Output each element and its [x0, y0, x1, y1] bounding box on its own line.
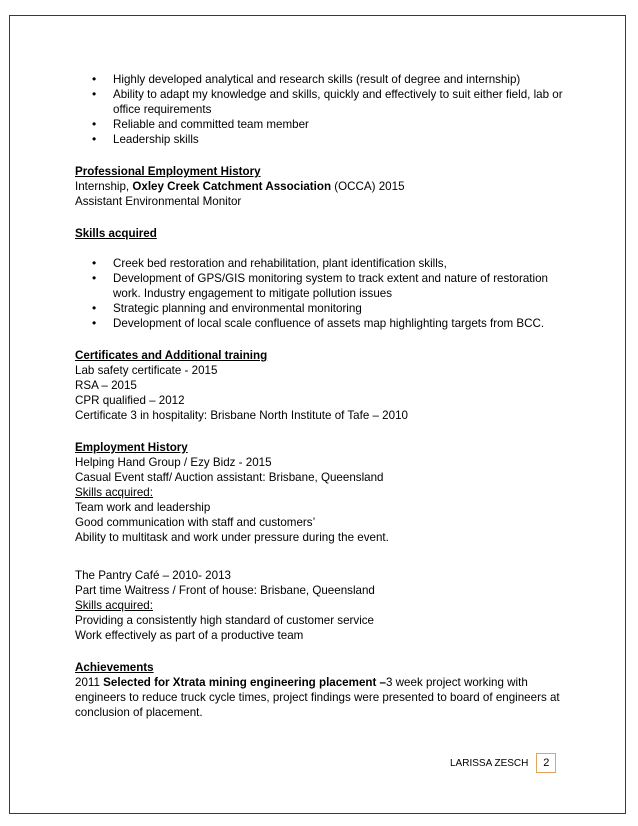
employer-line: The Pantry Café – 2010- 2013: [75, 569, 231, 582]
section-heading: Employment History: [75, 441, 188, 454]
list-item: • Development of local scale confluence of assets map highlighting targets from BCC.: [75, 316, 575, 331]
list-item: • Highly developed analytical and research skills (result of degree and internship): [75, 72, 575, 87]
skills-list: [75, 256, 575, 331]
list-item: • Ability to adapt my knowledge and skills, quickly and effectively to suit either field, lab or office requirements: [75, 87, 575, 117]
employer-line: Helping Hand Group / Ezy Bidz - 2015: [75, 456, 272, 469]
list-item: RSA – 2015: [75, 379, 137, 392]
list-item: • Reliable and committed team member: [75, 117, 575, 132]
skills-label: Skills acquired:: [75, 486, 153, 499]
resume-content: [75, 72, 575, 720]
section-heading: Certificates and Additional training: [75, 349, 268, 362]
section-heading: Achievements: [75, 661, 154, 674]
list-item: Work effectively as part of a productive team: [75, 629, 304, 642]
professional-employment-section: [75, 164, 575, 209]
organization-name: Oxley Creek Catchment Association: [132, 180, 332, 193]
footer-author-name: LARISSA ZESCH: [450, 757, 529, 769]
section-heading: Skills acquired: [75, 227, 157, 240]
role-line: Part time Waitress / Front of house: Brisbane, Queensland: [75, 584, 375, 597]
list-item: Lab safety certificate - 2015: [75, 364, 218, 377]
job-title: Assistant Environmental Monitor: [75, 195, 242, 208]
achievements-section: [75, 660, 575, 720]
section-heading: Professional Employment History: [75, 165, 261, 178]
list-item: • Leadership skills: [75, 132, 575, 147]
list-item: • Development of GPS/GIS monitoring system to track extent and nature of restoration work. Industry engagement to mitigate pollution issues: [75, 271, 575, 301]
list-item: • Strategic planning and environmental monitoring: [75, 301, 575, 316]
list-item: Ability to multitask and work under pressure during the event.: [75, 531, 389, 544]
top-skills-list: [75, 72, 575, 147]
list-item: Team work and leadership: [75, 501, 211, 514]
achievement-text: 2011 Selected for Xtrata mining engineering placement –3 week project working with engineers to reduce truck cycle times, project findings were presented to board of engineers at conclusion of placement.: [75, 676, 560, 719]
page-number: 2: [536, 753, 556, 773]
employment-section: [75, 440, 575, 643]
list-item: Certificate 3 in hospitality: Brisbane North Institute of Tafe – 2010: [75, 409, 408, 422]
list-item: • Creek bed restoration and rehabilitation, plant identification skills,: [75, 256, 575, 271]
skills-acquired-section: [75, 226, 575, 331]
certificates-section: [75, 348, 575, 423]
list-item: CPR qualified – 2012: [75, 394, 185, 407]
page-footer: [450, 753, 556, 773]
skills-label: Skills acquired:: [75, 599, 153, 612]
list-item: Good communication with staff and customers’: [75, 516, 316, 529]
list-item: Providing a consistently high standard of customer service: [75, 614, 375, 627]
role-line: Casual Event staff/ Auction assistant: Brisbane, Queensland: [75, 471, 384, 484]
internship-line: Internship, Oxley Creek Catchment Association (OCCA) 2015: [75, 180, 405, 193]
